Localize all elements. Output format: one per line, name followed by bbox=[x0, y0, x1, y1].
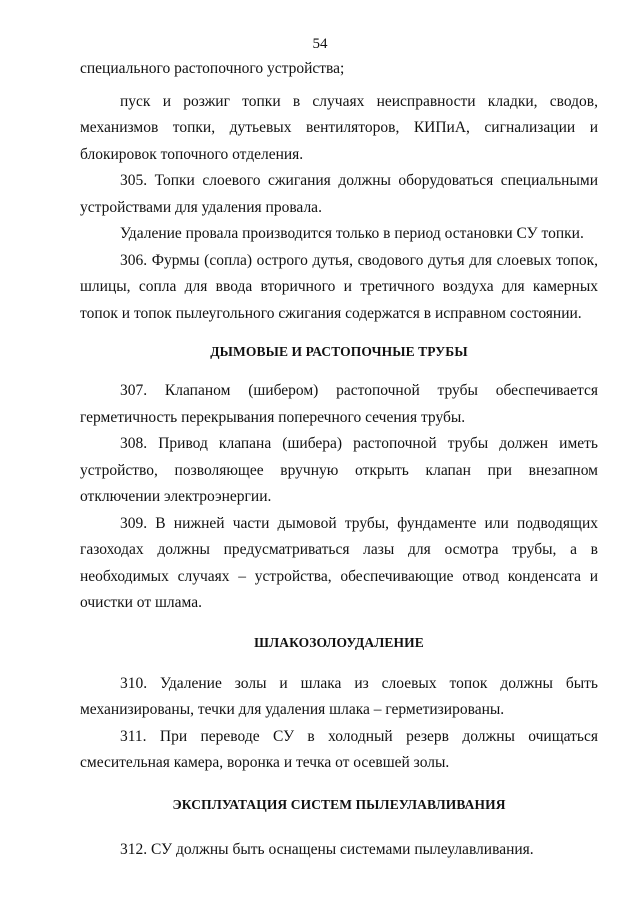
paragraph-307: 307. Клапаном (шибером) растопочной трубы обеспечивается герметичность перекрывания поперечного сечения трубы. bbox=[80, 382, 598, 426]
paragraph-310: 310. Удаление золы и шлака из слоевых топок должны быть механизированы, течки для удаления шлака – герметизированы. bbox=[80, 674, 598, 718]
section-heading-dust-collection: ЭКСПЛУАТАЦИЯ СИСТЕМ ПЫЛЕУЛАВЛИВАНИЯ bbox=[172, 796, 506, 812]
section-heading-chimneys: ДЫМОВЫЕ И РАСТОПОЧНЫЕ ТРУБЫ bbox=[210, 344, 468, 359]
paragraph-306: 306. Фурмы (сопла) острого дутья, сводового дутья для слоевых топок, шлицы, сопла для ввода вторичного и третичного воздуха для камерных топок и топок пылеугольного сжигания содержатся в исправном состоянии. bbox=[80, 251, 598, 322]
paragraph-308: 308. Привод клапана (шибера) растопочной трубы должен иметь устройство, позволяющее вручную открыть клапан при внезапном отключении электроэнергии. bbox=[80, 435, 598, 505]
page-number: 54 bbox=[312, 36, 328, 52]
paragraph-continuation: специального растопочного устройства; bbox=[80, 60, 345, 77]
paragraph-311: 311. При переводе СУ в холодный резерв должны очищаться смесительная камера, воронка и течка от осевшей золы. bbox=[80, 727, 598, 771]
paragraph-305: 305. Топки слоевого сжигания должны оборудоваться специальными устройствами для удаления провала. bbox=[80, 172, 598, 216]
section-heading-ash-removal: ШЛАКОЗОЛОУДАЛЕНИЕ bbox=[254, 634, 424, 650]
paragraph-start-fault: пуск и розжиг топки в случаях неисправности кладки, сводов, механизмов топки, дутьевых вентиляторов, КИПиА, сигнализации и блокировок топочного отделения. bbox=[80, 92, 598, 163]
paragraph-305-b: Удаление провала производится только в период остановки СУ топки. bbox=[120, 225, 584, 242]
paragraph-309: 309. В нижней части дымовой трубы, фундаменте или подводящих газоходах должны предусматриваться лазы для осмотра трубы, а в необходимых случаях – устройства, обеспечивающие отвод конденсата и очистки от шлама. bbox=[80, 514, 598, 611]
paragraph-312: 312. СУ должны быть оснащены системами пылеулавливания. bbox=[120, 840, 534, 858]
document-body bbox=[80, 56, 598, 863]
